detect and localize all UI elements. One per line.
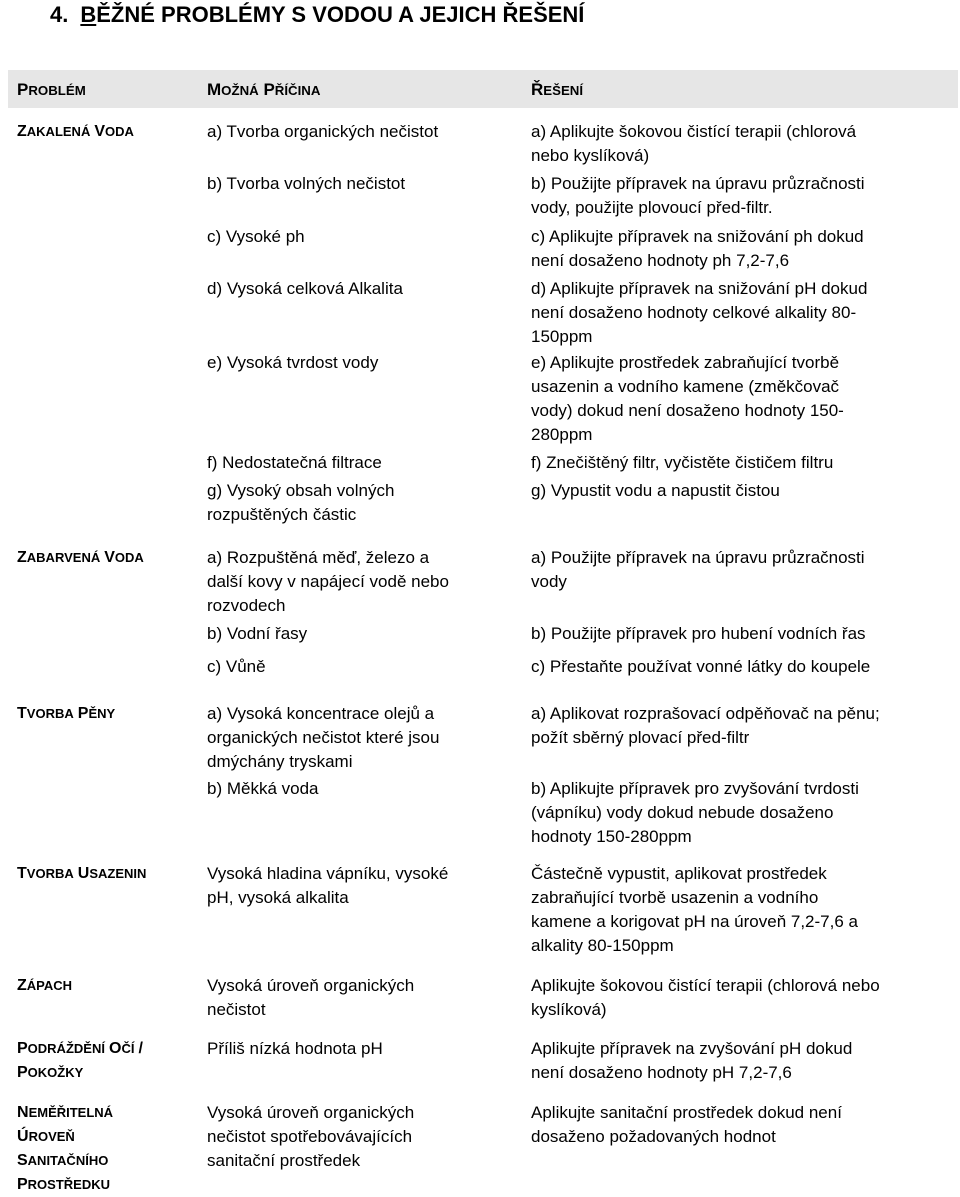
cause-cell [207,172,507,196]
solution-cell [531,862,951,958]
problem-cell [17,120,197,144]
cause-cell [207,1037,507,1061]
solution-cell-line: požít sběrný plovací před-filtr [531,728,750,747]
cause-cell-line: d) Vysoká celková Alkalita [207,279,403,298]
cause-cell-line: b) Tvorba volných nečistot [207,174,406,193]
solution-cell-line: b) Použijte přípravek pro hubení vodních řas [531,624,866,643]
solution-cell-line: a) Aplikujte šokovou čistící terapii (chlorová [531,122,857,141]
solution-cell-line: kyslíková) [531,1000,607,1019]
problem-cell [17,1101,197,1197]
cause-cell-line: Vysoká úroveň organických [207,1103,415,1122]
cause-cell [207,277,507,301]
solution-cell-line: Aplikujte přípravek na zvyšování pH dokud [531,1039,853,1058]
solution-cell-line: není dosaženo hodnoty celkové alkality 80- [531,303,857,322]
cause-cell-line: a) Rozpuštěná měď, železo a [207,548,430,567]
solution-cell-line: usazenin a vodního kamene (změkčovač [531,377,840,396]
section-number: 4. [50,2,69,27]
solution-cell-line: Aplikujte šokovou čistící terapii (chlorová nebo [531,976,880,995]
cause-cell [207,655,507,679]
cause-cell-line: g) Vysoký obsah volných [207,481,395,500]
solution-cell [531,702,951,750]
cause-cell-line: další kovy v napájecí vodě nebo [207,572,449,591]
solution-cell-line: a) Aplikovat rozprašovací odpěňovač na pěnu; [531,704,880,723]
cause-cell [207,479,507,527]
section-title-rest: ĚŽNÉ PROBLÉMY S VODOU A JEJICH ŘEŠENÍ [96,2,585,27]
cause-cell-line: Vysoká hladina vápníku, vysoké [207,864,449,883]
header-cause: MOŽNÁ PŘÍČINA [207,80,321,99]
problem-cell-line: PODRÁŽDĚNÍ OČÍ / [17,1040,143,1057]
solution-cell [531,1101,951,1149]
cause-cell-line: Vysoká úroveň organických [207,976,415,995]
solution-cell-line: f) Znečištěný filtr, vyčistěte čističem filtru [531,453,834,472]
cause-cell-line: rozpuštěných částic [207,505,357,524]
problem-cell-line: TVORBA USAZENIN [17,865,147,882]
solution-cell-line: nebo kyslíková) [531,146,650,165]
solution-cell [531,120,951,168]
problem-cell-line: POKOŽKY [17,1064,84,1081]
solution-cell [531,351,951,447]
solution-cell [531,451,951,475]
solution-cell-line: b) Aplikujte přípravek pro zvyšování tvrdosti [531,779,859,798]
cause-cell-line: rozvodech [207,596,286,615]
problem-cell-line: ZÁPACH [17,977,73,994]
solution-cell-line: kamene a korigovat pH na úroveň 7,2-7,6 a [531,912,858,931]
solution-cell-line: Aplikujte sanitační prostředek dokud není [531,1103,842,1122]
cause-cell-line: c) Vůně [207,657,266,676]
cause-cell [207,974,507,1022]
solution-cell-line: vody) dokud není dosaženo hodnoty 150- [531,401,844,420]
solution-cell-line: b) Použijte přípravek na úpravu průzračnosti [531,174,865,193]
solution-cell [531,546,951,594]
problem-cell-line: ÚROVEŇ [17,1128,75,1145]
cause-cell-line: dmýchány tryskami [207,752,353,771]
solution-cell-line: d) Aplikujte přípravek na snižování pH dokud [531,279,868,298]
cause-cell [207,451,507,475]
section-title-first-letter: B [80,2,97,27]
problem-cell-line: ZABARVENÁ VODA [17,549,144,566]
cause-cell-line: Příliš nízká hodnota pH [207,1039,383,1058]
solution-cell [531,277,951,349]
solution-cell [531,1037,951,1085]
cause-cell-line: sanitační prostředek [207,1151,361,1170]
cause-cell-line: b) Měkká voda [207,779,319,798]
cause-cell-line: nečistot [207,1000,266,1019]
solution-cell-line: vody, použijte plovoucí před-filtr. [531,198,773,217]
cause-cell [207,225,507,249]
solution-cell-line: zabraňující tvorbě usazenin a vodního [531,888,819,907]
cause-cell-line: pH, vysoká alkalita [207,888,349,907]
problem-cell [17,1037,197,1085]
cause-cell-line: f) Nedostatečná filtrace [207,453,382,472]
cause-cell-line: a) Tvorba organických nečistot [207,122,439,141]
cause-cell [207,702,507,774]
solution-cell [531,655,951,679]
header-problem: PROBLÉM [17,80,86,99]
cause-cell-line: e) Vysoká tvrdost vody [207,353,379,372]
cause-cell [207,1101,507,1173]
solution-cell-line: e) Aplikujte prostředek zabraňující tvorbě [531,353,840,372]
problem-cell-line: ZAKALENÁ VODA [17,123,134,140]
solution-cell-line: vody [531,572,567,591]
cause-cell-line: organických nečistot které jsou [207,728,440,747]
solution-cell [531,622,951,646]
solution-cell-line: Částečně vypustit, aplikovat prostředek [531,864,827,883]
cause-cell [207,777,507,801]
solution-cell-line: a) Použijte přípravek na úpravu průzračnosti [531,548,865,567]
solution-cell-line: hodnoty 150-280ppm [531,827,692,846]
header-solution: ŘEŠENÍ [531,80,584,99]
solution-cell-line: g) Vypustit vodu a napustit čistou [531,481,780,500]
solution-cell-line: dosaženo požadovaných hodnot [531,1127,776,1146]
cause-cell [207,120,507,144]
problem-cell [17,546,197,570]
problem-cell-line: NEMĚŘITELNÁ [17,1104,114,1121]
cause-cell-line: c) Vysoké ph [207,227,305,246]
solution-cell-line: 280ppm [531,425,593,444]
solution-cell [531,777,951,849]
solution-cell-line: není dosaženo hodnoty ph 7,2-7,6 [531,251,790,270]
solution-cell [531,225,951,273]
solution-cell-line: není dosaženo hodnoty pH 7,2-7,6 [531,1063,792,1082]
cause-cell [207,351,507,375]
solution-cell-line: 150ppm [531,327,593,346]
solution-cell [531,479,951,503]
cause-cell [207,862,507,910]
cause-cell-line: a) Vysoká koncentrace olejů a [207,704,435,723]
cause-cell [207,546,507,618]
cause-cell [207,622,507,646]
cause-cell-line: nečistot spotřebovávajících [207,1127,413,1146]
solution-cell-line: c) Přestaňte používat vonné látky do koupele [531,657,871,676]
solution-cell-line: alkality 80-150ppm [531,936,674,955]
solution-cell [531,974,951,1022]
solution-cell [531,172,951,220]
solution-cell-line: (vápníku) vody dokud nebude dosaženo [531,803,834,822]
problem-cell [17,974,197,998]
problem-cell [17,702,197,726]
problem-cell-line: TVORBA PĚNY [17,705,116,722]
cause-cell-line: b) Vodní řasy [207,624,308,643]
problem-cell-line: PROSTŘEDKU [17,1176,111,1193]
solution-cell-line: c) Aplikujte přípravek na snižování ph dokud [531,227,864,246]
problem-cell-line: SANITAČNÍHO [17,1152,109,1169]
problem-cell [17,862,197,886]
